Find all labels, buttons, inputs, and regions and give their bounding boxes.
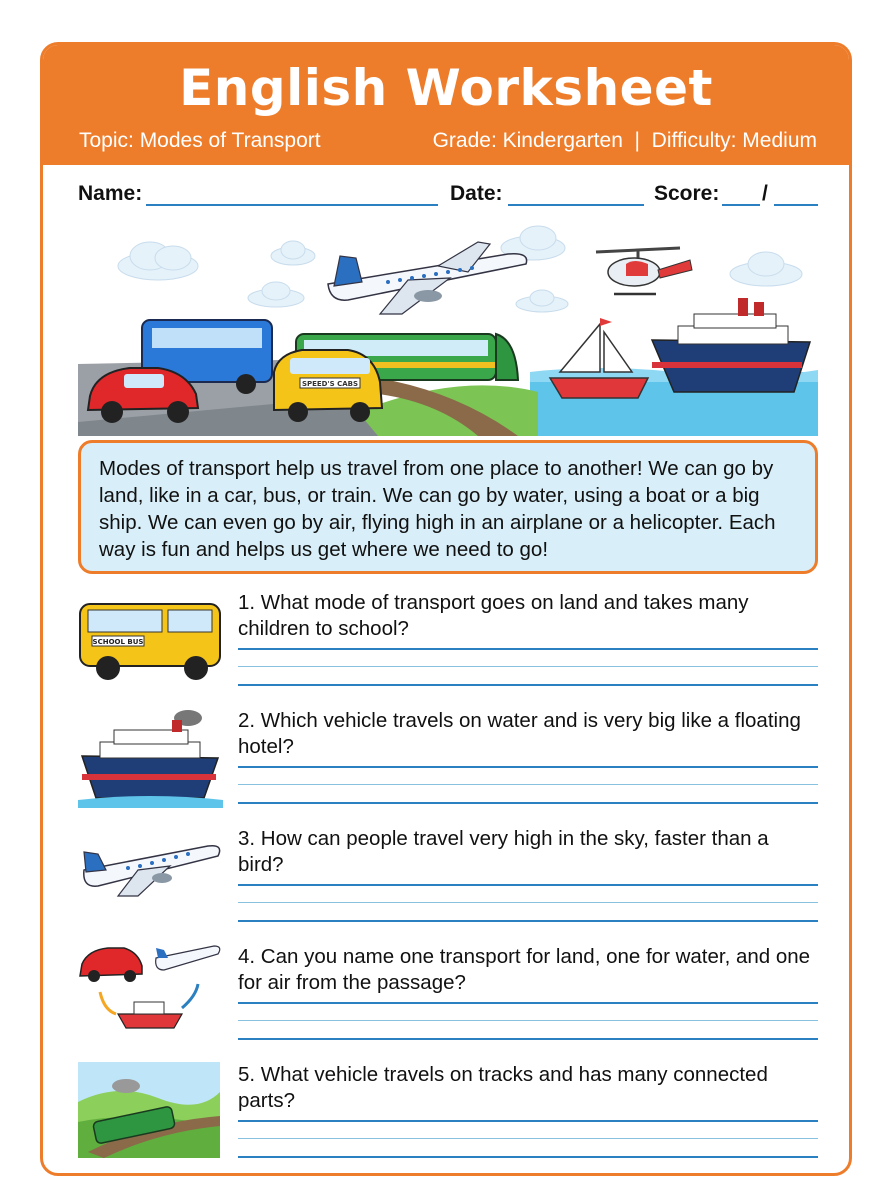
question-1 xyxy=(78,590,818,690)
reading-passage: Modes of transport help us travel from one place to another! We can go by land, like in a car, bus, or train. We can go by water, using a boat or a big ship. We can even go by air, flying high in an airplane or a helicopter. Each way is fun and helps us get where we need to go! xyxy=(78,440,818,574)
transport-cycle-icon xyxy=(78,944,223,1044)
answer-line[interactable] xyxy=(238,1038,818,1040)
answer-line[interactable] xyxy=(238,1020,818,1021)
header-banner xyxy=(43,45,849,165)
question-2 xyxy=(78,708,818,808)
cruise-ship-icon xyxy=(78,708,223,808)
answer-line[interactable] xyxy=(238,1120,818,1122)
name-field[interactable] xyxy=(146,204,438,206)
student-info-row xyxy=(78,180,818,210)
school-bus-sign: SCHOOL BUS xyxy=(92,638,144,646)
question-3-text: 3. How can people travel very high in the sky, faster than a bird? xyxy=(238,827,769,876)
question-1-text: 1. What mode of transport goes on land and takes many children to school? xyxy=(238,591,749,640)
question-4 xyxy=(78,944,818,1044)
answer-line[interactable] xyxy=(238,666,818,667)
score-field[interactable] xyxy=(722,204,760,206)
answer-line[interactable] xyxy=(238,684,818,686)
answer-line[interactable] xyxy=(238,1156,818,1158)
worksheet-title: English Worksheet xyxy=(179,59,713,117)
topic-label: Topic: Modes of Transport xyxy=(79,129,321,152)
transport-scene xyxy=(78,222,818,436)
date-label: Date: xyxy=(450,182,503,205)
score-separator: / xyxy=(762,182,768,205)
answer-line[interactable] xyxy=(238,784,818,785)
airplane-icon xyxy=(78,826,223,926)
date-field[interactable] xyxy=(508,204,644,206)
train-landscape-icon xyxy=(78,1062,223,1162)
score-total-field[interactable] xyxy=(774,204,818,206)
answer-line[interactable] xyxy=(238,766,818,768)
answer-line[interactable] xyxy=(238,884,818,886)
school-bus-icon xyxy=(78,590,223,690)
taxi-sign: SPEED'S CABS xyxy=(301,380,359,388)
answer-line[interactable] xyxy=(238,648,818,650)
answer-line[interactable] xyxy=(238,1002,818,1004)
question-5 xyxy=(78,1062,818,1162)
question-4-text: 4. Can you name one transport for land, one for water, and one for air from the passage? xyxy=(238,945,811,994)
name-label: Name: xyxy=(78,182,143,205)
answer-line[interactable] xyxy=(238,920,818,922)
answer-line[interactable] xyxy=(238,902,818,903)
question-2-text: 2. Which vehicle travels on water and is very big like a floating hotel? xyxy=(238,709,801,758)
answer-line[interactable] xyxy=(238,1138,818,1139)
answer-line[interactable] xyxy=(238,802,818,804)
question-5-text: 5. What vehicle travels on tracks and has many connected parts? xyxy=(238,1063,768,1112)
grade-difficulty-label: Grade: Kindergarten | Difficulty: Medium xyxy=(432,129,817,152)
score-label: Score: xyxy=(654,182,720,205)
question-3 xyxy=(78,826,818,926)
